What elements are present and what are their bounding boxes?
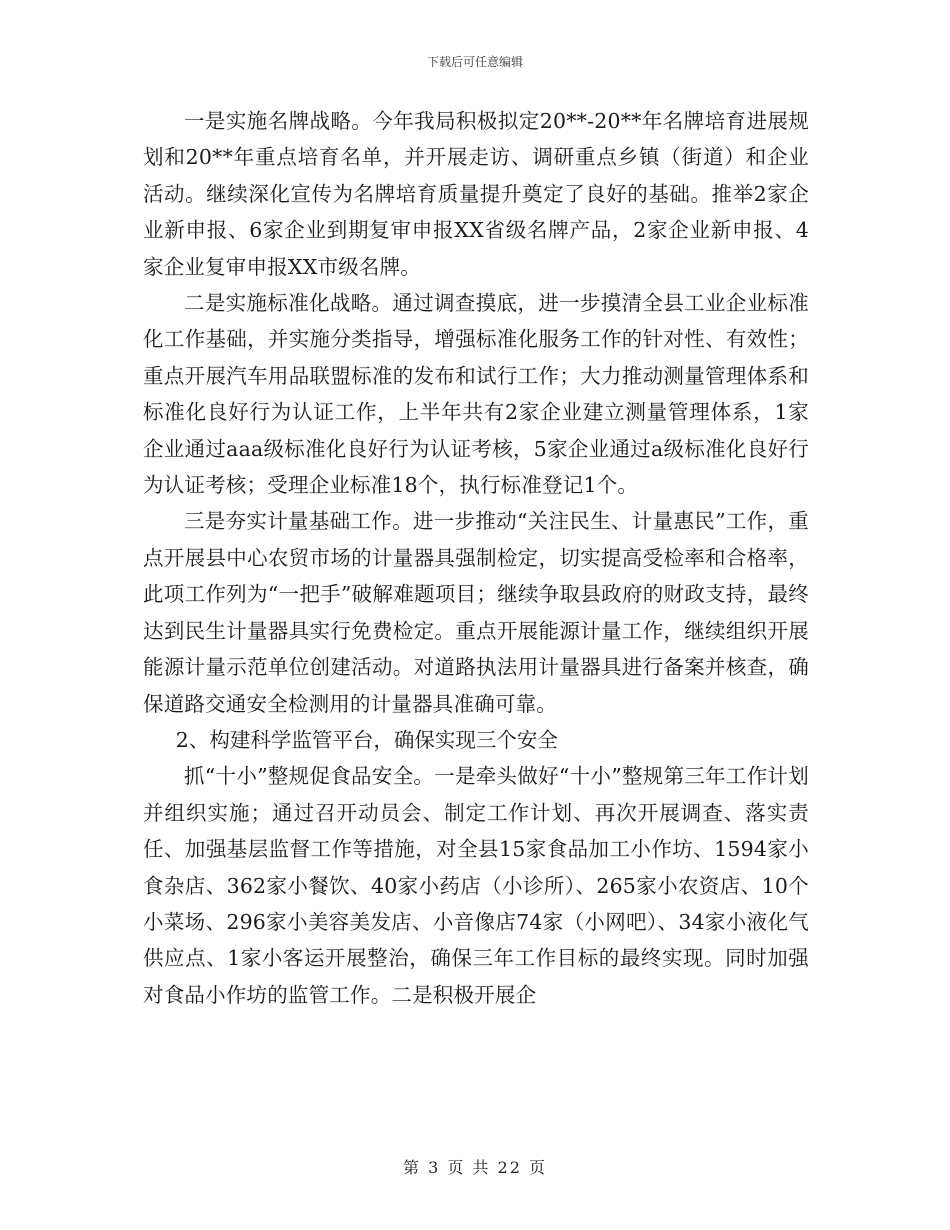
paragraph-food-safety: 抓“十小”整规促食品安全。一是牵头做好“十小”整规第三年工作计划并组织实施；通过召开动员会、制定工作计划、再次开展调查、落实责任、加强基层监督工作等措施，对全县15家食品加工小作坊、1594家小食杂店、362家小餐饮、40家小药店（小诊所）、265家小农资店、10个小菜场、296家小美容美发店、小音像店74家（小网吧）、34家小液化气供应点、1家小客运开展整治，确保三年工作目标的最终实现。同时加强对食品小作坊的监管工作。二是积极开展企	[143, 764, 809, 1007]
section-heading: 2、构建科学监管平台，确保实现三个安全	[175, 727, 558, 752]
document-body	[143, 103, 809, 1013]
page-number-footer: 第 3 页 共 22 页	[403, 1158, 547, 1177]
paragraph-metrology-foundation: 三是夯实计量基础工作。进一步推动“关注民生、计量惠民”工作，重点开展县中心农贸市场的计量器具强制检定，切实提高受检率和合格率，此项工作列为“一把手”破解难题项目；继续争取县政府的财政支持，最终达到民生计量器具实行免费检定。重点开展能源计量工作，继续组织开展能源计量示范单位创建活动。对道路执法用计量器具进行备案并核查，确保道路交通安全检测用的计量器具准确可靠。	[143, 509, 809, 716]
page-header-note: 下载后可任意编辑	[426, 55, 523, 69]
paragraph-brand-strategy: 一是实施名牌战略。今年我局积极拟定20**-20**年名牌培育进展规划和20**年重点培育名单，并开展走访、调研重点乡镇（街道）和企业活动。继续深化宣传为名牌培育质量提升奠定了良好的基础。推举2家企业新申报、6家企业到期复审申报XX省级名牌产品，2家企业新申报、4家企业复审申报XX市级名牌。	[143, 109, 809, 279]
paragraph-standardization-strategy: 二是实施标准化战略。通过调查摸底，进一步摸清全县工业企业标准化工作基础，并实施分类指导，增强标准化服务工作的针对性、有效性；重点开展汽车用品联盟标准的发布和试行工作；大力推动测量管理体系和标准化良好行为认证工作，上半年共有2家企业建立测量管理体系，1家企业通过aaa级标准化良好行为认证考核，5家企业通过a级标准化良好行为认证考核；受理企业标准18个，执行标准登记1个。	[143, 291, 809, 498]
